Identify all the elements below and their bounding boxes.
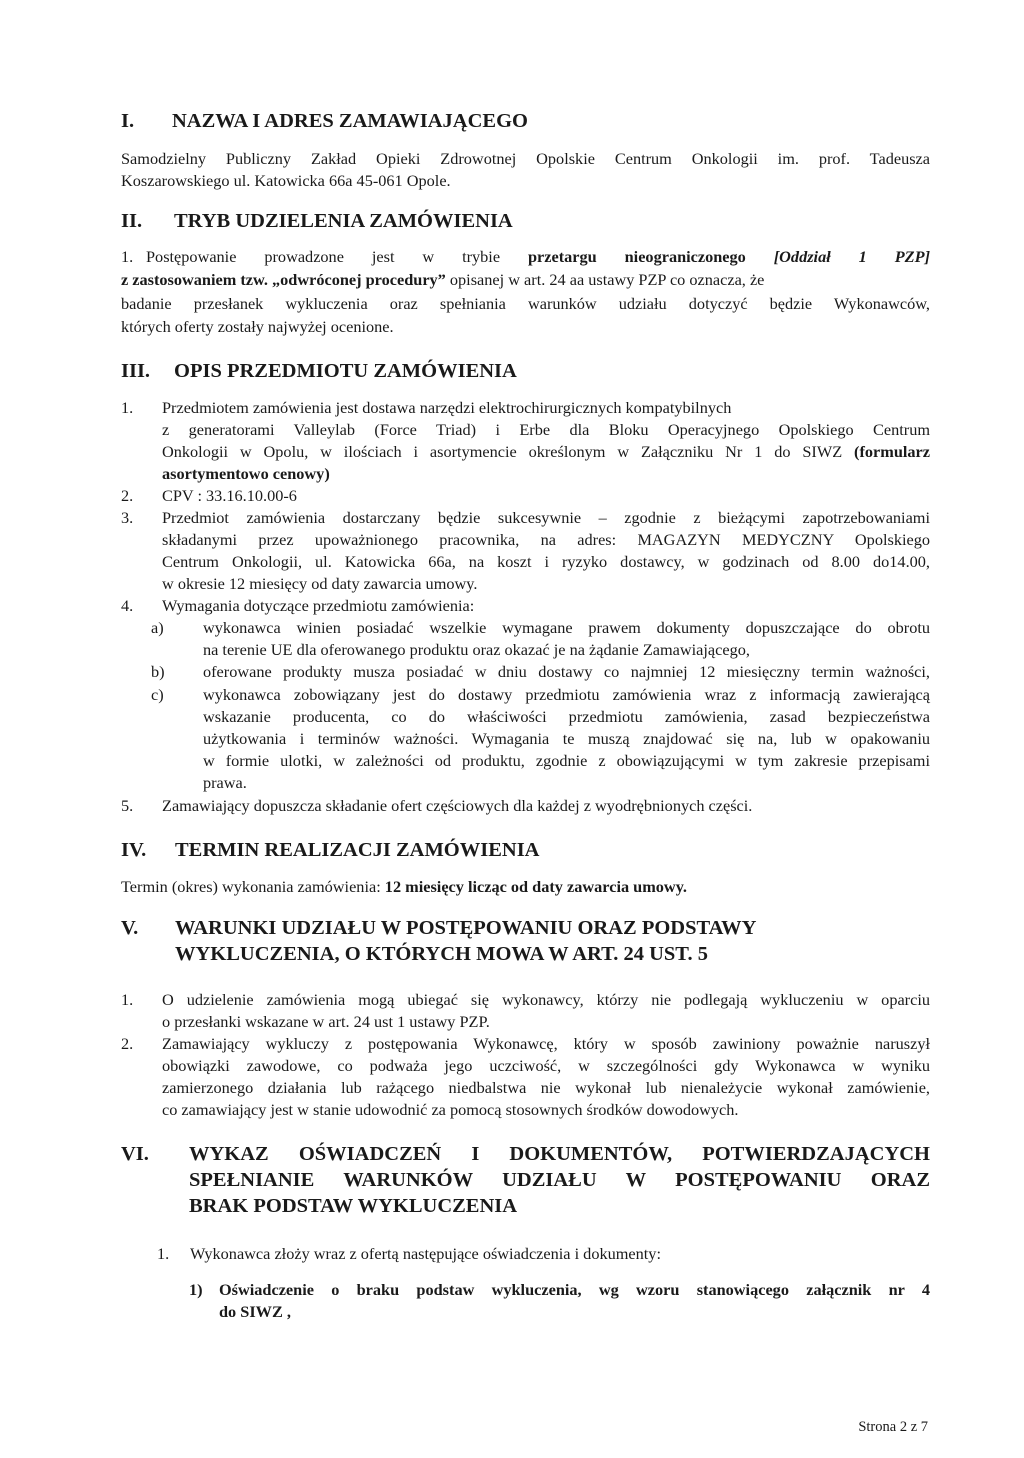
section-2-title: TRYB UDZIELENIA ZAMÓWIENIA: [174, 210, 513, 232]
section-3-item-4c-line-3: użytkowania i terminów ważności. Wymagania te muszą znajdować się na, lub w opakowaniu: [203, 729, 930, 748]
bold-italic-run: [Oddział 1 PZP]: [773, 247, 930, 266]
section-2-item-1-line-2: [121, 269, 764, 291]
section-3-item-1-line-1: Przedmiotem zamówienia jest dostawa narzędzi elektrochirurgicznych kompatybilnych: [162, 398, 732, 417]
text-run: Postępowanie prowadzone jest w trybie: [146, 247, 528, 266]
section-5-title-line-2: WYKLUCZENIA, O KTÓRYCH MOWA W ART. 24 UST. 5: [175, 943, 708, 965]
section-6-item-1-text: Wykonawca złoży wraz z ofertą następujące oświadczenia i dokumenty:: [190, 1244, 661, 1263]
section-3-number: III.: [121, 360, 151, 382]
section-2-item-1-line-1: [146, 246, 930, 268]
section-3-item-1-line-2: z generatorami Valleylab (Force Triad) i Erbe dla Bloku Operacyjnego Opolskiego Centrum: [162, 420, 930, 439]
section-5-item-1-line-1: O udzielenie zamówienia mogą ubiegać się wykonawcy, którzy nie podlegają wykluczeniu w oparciu: [162, 990, 930, 1009]
section-6-subitem-1-line-2: do SIWZ ,: [219, 1302, 291, 1321]
text-run: Termin (okres) wykonania zamówienia:: [121, 877, 385, 896]
section-3-item-3-line-2: składanymi przez upoważnionego pracownika, na adres: MAGAZYN MEDYCZNY Opolskiego: [162, 530, 930, 549]
section-3-item-3-line-4: w okresie 12 miesięcy od daty zawarcia umowy.: [162, 574, 478, 593]
section-3-item-4b-line-1: oferowane produkty musza posiadać w dniu dostawy co najmniej 12 miesięczny termin ważności,: [203, 662, 930, 681]
section-6-number: VI.: [121, 1143, 149, 1165]
section-3-item-4c-line-5: prawa.: [203, 773, 247, 792]
section-5-title-line-1: WARUNKI UDZIAŁU W POSTĘPOWANIU ORAZ PODSTAWY: [175, 917, 757, 939]
section-2-item-1-line-4: których oferty zostały najwyżej ocenione.: [121, 317, 394, 336]
section-1-number: I.: [121, 110, 135, 132]
section-3-item-4-text: Wymagania dotyczące przedmiotu zamówienia:: [162, 596, 475, 615]
section-3-item-5-text: Zamawiający dopuszcza składanie ofert częściowych dla każdej z wyodrębnionych części.: [162, 796, 753, 815]
section-3-item-1-number: 1.: [121, 398, 134, 417]
footer-current-page: 2: [899, 1419, 908, 1435]
footer-text: z: [907, 1419, 921, 1435]
section-3-item-3-line-3: Centrum Onkologii, ul. Katowicka 66a, na koszt i ryzyko dostawcy, w godzinach od 8.00 do14.00,: [162, 552, 930, 571]
section-3-item-5-number: 5.: [121, 796, 134, 815]
section-4-number: IV.: [121, 839, 147, 861]
section-3-item-4-number: 4.: [121, 596, 134, 615]
section-3-item-1-line-3: [162, 441, 930, 463]
section-1-heading: [121, 110, 528, 132]
section-2-heading: [121, 210, 513, 232]
section-4-heading: [121, 839, 540, 861]
section-2-item-1-line-3: badanie przesłanek wykluczenia oraz spełniania warunków udziału dotyczyć będzie Wykonawców,: [121, 294, 930, 313]
bold-run: asortymentowo cenowy): [162, 464, 330, 483]
section-3-item-1-line-4: [162, 463, 330, 485]
section-6-title-line-3: BRAK PODSTAW WYKLUCZENIA: [189, 1195, 518, 1217]
section-5-number: V.: [121, 917, 139, 939]
footer-total-pages: 7: [920, 1419, 928, 1435]
section-4-title: TERMIN REALIZACJI ZAMÓWIENIA: [175, 839, 540, 861]
section-6-subitem-1-number: 1): [189, 1280, 203, 1299]
bold-run: (formularz: [854, 442, 930, 461]
section-6-subitem-1-line-1: Oświadczenie o braku podstaw wykluczenia, wg wzoru stanowiącego załącznik nr 4: [219, 1280, 930, 1299]
section-2-number: II.: [121, 210, 143, 232]
bold-run: przetargu nieograniczonego: [527, 247, 774, 266]
section-3-item-4c-letter: c): [151, 685, 164, 704]
section-1-line-1: Samodzielny Publiczny Zakład Opieki Zdrowotnej Opolskie Centrum Onkologii im. prof. Tadeusza: [121, 149, 930, 168]
section-3-item-3-line-1: Przedmiot zamówienia dostarczany będzie sukcesywnie – zgodnie z bieżącymi zapotrzebowaniami: [162, 508, 930, 527]
section-3-item-4c-line-2: wskazanie producenta, co do właściwości przedmiotu zamówienia, zasad bezpieczeństwa: [203, 707, 930, 726]
section-3-item-4a-letter: a): [151, 618, 164, 637]
section-3-item-3-number: 3.: [121, 508, 134, 527]
section-6-item-1-number: 1.: [157, 1244, 170, 1263]
section-5-item-1-number: 1.: [121, 990, 134, 1009]
section-6-title-line-2: SPEŁNIANIE WARUNKÓW UDZIAŁU W POSTĘPOWANIU ORAZ: [189, 1169, 930, 1191]
text-run: Onkologii w Opolu, w ilościach i asortymencie określonym w Załączniku Nr 1 do SIWZ: [162, 442, 855, 461]
section-5-item-2-line-4: co zamawiający jest w stanie udowodnić za pomocą stosownych środków dowodowych.: [162, 1100, 739, 1119]
text-run: opisanej w art. 24 aa ustawy PZP co oznacza, że: [445, 270, 765, 289]
section-5-item-1-line-2: o przesłanki wskazane w art. 24 ust 1 ustawy PZP.: [162, 1012, 490, 1031]
section-3-item-4c-line-4: w formie ulotki, w zależności od produktu, zgodnie z obowiązującymi w tym zakresie przepisami: [203, 751, 930, 770]
page-footer: [858, 1419, 928, 1436]
section-3-item-4b-letter: b): [151, 662, 165, 681]
section-5-item-2-line-3: zamierzonego działania lub rażącego niedbalstwa nie wykonał lub nienależycie wykonał zamówienie,: [162, 1078, 930, 1097]
section-3-item-4c-line-1: wykonawca zobowiązany jest do dostawy przedmiotu zamówienia wraz z informacją zawierającą: [203, 685, 930, 704]
section-4-text: [121, 876, 687, 898]
bold-run: z zastosowaniem tzw. „odwróconej procedury”: [121, 270, 446, 289]
section-3-item-2-text: CPV : 33.16.10.00-6: [162, 486, 297, 505]
section-3-item-4a-line-2: na terenie UE dla oferowanego produktu oraz okazać je na żądanie Zamawiającego,: [203, 640, 750, 659]
section-3-heading: [121, 360, 517, 382]
section-3-title: OPIS PRZEDMIOTU ZAMÓWIENIA: [174, 360, 517, 382]
section-6-title-line-1: WYKAZ OŚWIADCZEŃ I DOKUMENTÓW, POTWIERDZAJĄCYCH: [189, 1143, 930, 1165]
section-1-title: NAZWA I ADRES ZAMAWIAJĄCEGO: [172, 110, 528, 132]
section-3-item-4a-line-1: wykonawca winien posiadać wszelkie wymagane prawem dokumenty dopuszczające do obrotu: [203, 618, 930, 637]
section-3-item-2-number: 2.: [121, 486, 134, 505]
section-5-item-2-line-2: obowiązki zawodowe, co podważa jego uczciwość, w szczególności gdy Wykonawca w wyniku: [162, 1056, 930, 1075]
section-5-item-2-number: 2.: [121, 1034, 134, 1053]
section-1-line-2: Koszarowskiego ul. Katowicka 66a 45-061 Opole.: [121, 171, 451, 190]
section-5-item-2-line-1: Zamawiający wykluczy z postępowania Wykonawcę, który w sposób zawiniony poważnie naruszył: [162, 1034, 930, 1053]
footer-text: Strona: [858, 1419, 900, 1435]
bold-run: 12 miesięcy licząc od daty zawarcia umowy.: [384, 877, 688, 896]
section-2-item-1-number: 1.: [121, 247, 134, 266]
